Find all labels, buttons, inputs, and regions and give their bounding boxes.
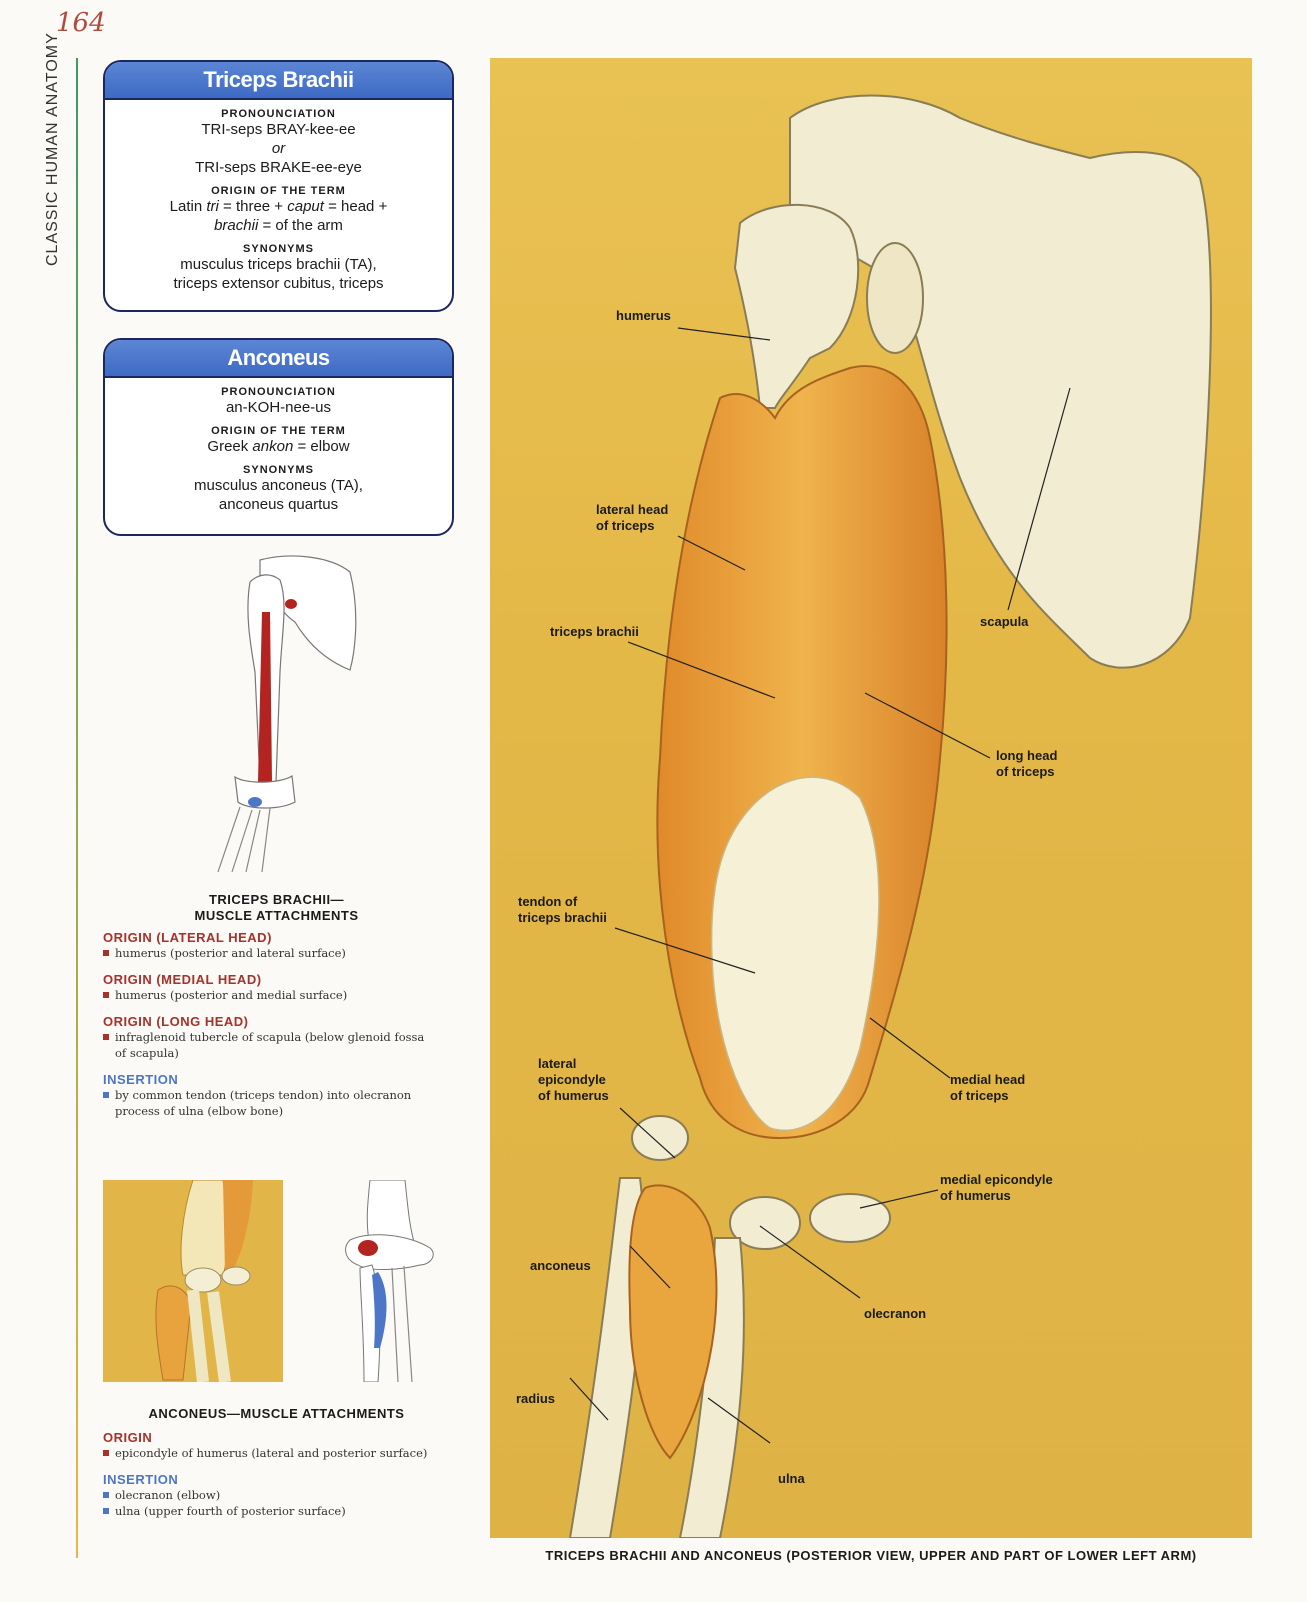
- label-humerus: humerus: [616, 308, 671, 323]
- label-line: epicondyle: [538, 1072, 606, 1087]
- origin-title: ORIGIN: [103, 1430, 153, 1445]
- label-lateral-head: [596, 502, 668, 534]
- figure-caption: TRICEPS BRACHII AND ANCONEUS (POSTERIOR VIEW, UPPER AND PART OF LOWER LEFT ARM): [545, 1548, 1197, 1563]
- origin-line: [105, 437, 452, 456]
- origin-term: brachii: [214, 217, 259, 234]
- label-line: long head: [996, 748, 1058, 763]
- pronunciation-2: TRI-seps BRAKE-ee-eye: [195, 159, 362, 176]
- insertion-item: by common tendon (triceps tendon) into olecranon: [103, 1087, 443, 1103]
- label-medial-head: [950, 1072, 1025, 1104]
- anconeus-insertion: [103, 1472, 443, 1519]
- origin-lateral-head: [103, 930, 443, 961]
- label-line: medial head: [950, 1072, 1026, 1087]
- triceps-info-card: [103, 60, 454, 312]
- label-line: lateral head: [596, 502, 669, 517]
- origin-long-item-cont: of scapula): [115, 1046, 179, 1060]
- origin-medial-item: humerus (posterior and medial surface): [103, 987, 443, 1003]
- origin-medial-title: ORIGIN (MEDIAL HEAD): [103, 972, 262, 987]
- label-line: lateral: [538, 1056, 577, 1071]
- anconeus-origin: [103, 1430, 443, 1461]
- side-rule: [76, 58, 78, 1558]
- label-line: of triceps: [996, 764, 1055, 779]
- origin-term: ankon: [252, 438, 294, 455]
- origin-text: = elbow: [293, 438, 350, 455]
- label-medial-epicondyle: [940, 1172, 1053, 1204]
- label-long-head: [996, 748, 1057, 780]
- anconeus-attachment-illustration: [330, 1180, 460, 1382]
- insertion-title: INSERTION: [103, 1472, 179, 1487]
- heading-line-1: TRICEPS BRACHII—: [208, 892, 345, 907]
- origin-text: Latin: [169, 198, 207, 215]
- pronunciation-or: or: [271, 140, 286, 157]
- origin-term: tri: [206, 198, 219, 215]
- triceps-attachments-heading: [103, 892, 450, 924]
- origin-item: epicondyle of humerus (lateral and posterior surface): [103, 1445, 443, 1461]
- anconeus-attachments-heading: ANCONEUS—MUSCLE ATTACHMENTS: [148, 1406, 405, 1421]
- anconeus-detail-illustration: [103, 1180, 283, 1382]
- triceps-insertion: [103, 1072, 443, 1119]
- label-tendon: [518, 894, 607, 926]
- origin-long-item: infraglenoid tubercle of scapula (below glenoid fossa: [103, 1029, 443, 1045]
- triceps-attachment-illustration: [200, 552, 370, 872]
- insertion-item: ulna (upper fourth of posterior surface): [103, 1503, 443, 1519]
- synonyms-label: SYNONYMS: [243, 243, 314, 255]
- pronunciation-label: PRONOUNCIATION: [221, 386, 336, 398]
- origin-lateral-title: ORIGIN (LATERAL HEAD): [103, 930, 272, 945]
- origin-term: caput: [287, 198, 324, 215]
- synonyms-1: musculus anconeus (TA),: [194, 477, 363, 494]
- origin-long-title: ORIGIN (LONG HEAD): [103, 1014, 249, 1029]
- insertion-item: olecranon (elbow): [103, 1487, 443, 1503]
- origin-text: Greek: [207, 438, 253, 455]
- origin-label: ORIGIN OF THE TERM: [211, 425, 346, 437]
- label-olecranon: olecranon: [864, 1306, 927, 1321]
- origin-long-head: [103, 1014, 443, 1061]
- insertion-title: INSERTION: [103, 1072, 179, 1087]
- triceps-card-title: Triceps Brachii: [105, 62, 452, 100]
- heading-line-2: MUSCLE ATTACHMENTS: [194, 908, 359, 923]
- origin-label: ORIGIN OF THE TERM: [211, 185, 346, 197]
- label-triceps-brachii: triceps brachii: [550, 624, 639, 639]
- label-line: of humerus: [538, 1088, 609, 1103]
- label-anconeus: anconeus: [530, 1258, 591, 1273]
- anconeus-info-card: [103, 338, 454, 536]
- label-line: of humerus: [940, 1188, 1011, 1203]
- synonyms-1: musculus triceps brachii (TA),: [180, 256, 377, 273]
- pronunciation-1: TRI-seps BRAY-kee-ee: [201, 121, 356, 138]
- origin-lateral-item: humerus (posterior and lateral surface): [103, 945, 443, 961]
- synonyms-2: triceps extensor cubitus, triceps: [173, 275, 384, 292]
- page-number: 164: [56, 8, 106, 38]
- anconeus-card-title: Anconeus: [105, 340, 452, 378]
- label-line: of triceps: [596, 518, 655, 533]
- pronunciation-label: PRONOUNCIATION: [221, 108, 336, 120]
- main-anatomy-figure: [490, 58, 1252, 1538]
- label-ulna: ulna: [778, 1471, 805, 1486]
- running-title: CLASSIC HUMAN ANATOMY: [44, 32, 61, 266]
- label-lateral-epicondyle: [538, 1056, 609, 1104]
- synonyms-label: SYNONYMS: [243, 464, 314, 476]
- origin-text: = three +: [218, 198, 288, 215]
- label-line: triceps brachii: [518, 910, 607, 925]
- label-line: tendon of: [518, 894, 578, 909]
- origin-text: = of the arm: [258, 217, 343, 234]
- synonyms-2: anconeus quartus: [218, 496, 339, 513]
- label-scapula: scapula: [980, 614, 1029, 629]
- insertion-item-cont: process of ulna (elbow bone): [115, 1104, 284, 1118]
- origin-line-2: [105, 216, 452, 235]
- origin-line-1: [105, 197, 452, 216]
- label-radius: radius: [516, 1391, 556, 1406]
- label-line: of triceps: [950, 1088, 1009, 1103]
- origin-text: = head +: [323, 198, 388, 215]
- label-line: medial epicondyle: [940, 1172, 1053, 1187]
- pronunciation: an-KOH-nee-us: [225, 399, 332, 416]
- origin-medial-head: [103, 972, 443, 1003]
